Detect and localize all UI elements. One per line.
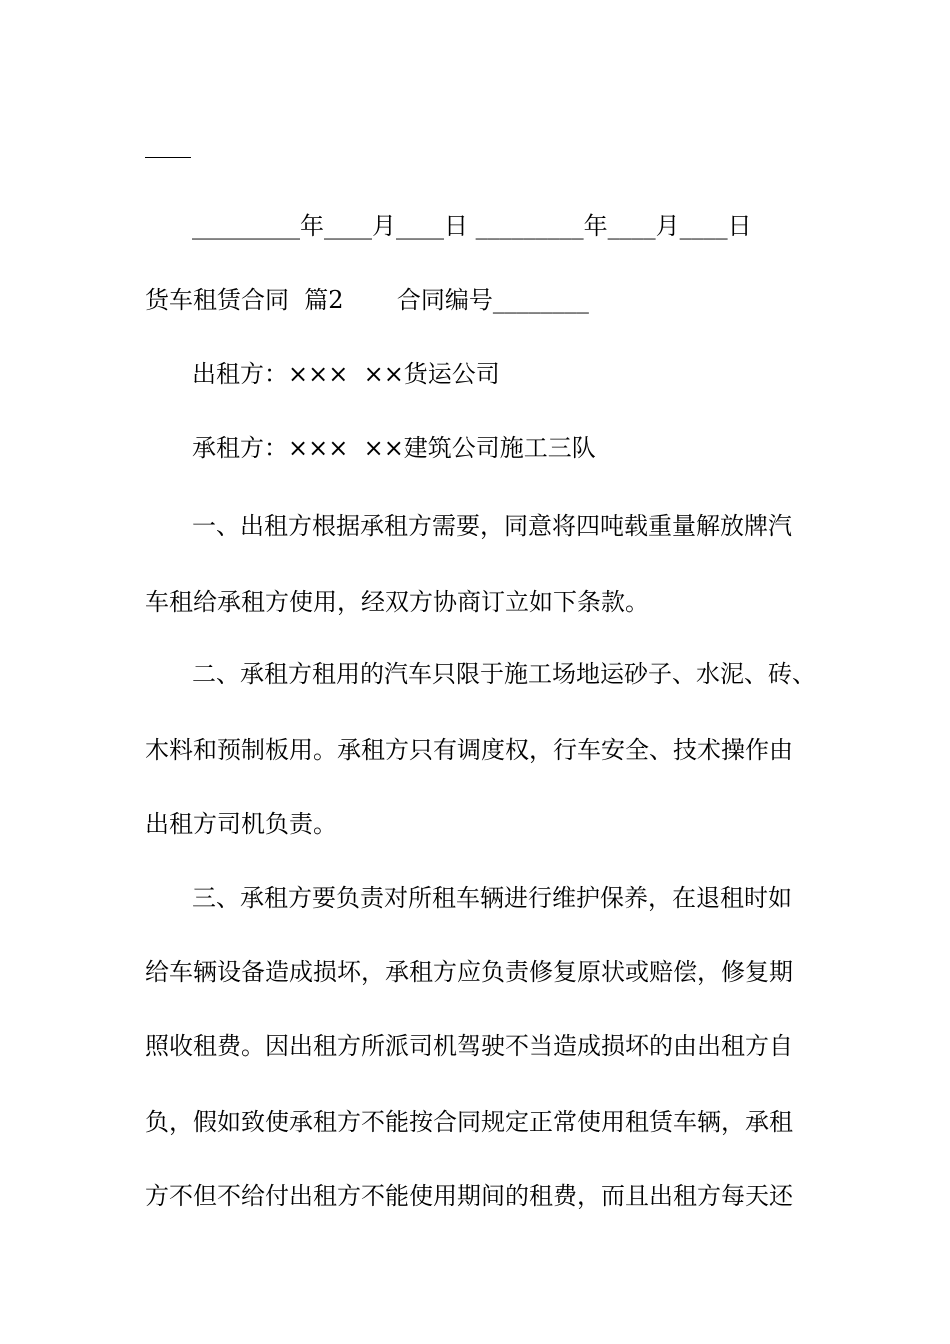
clause-3-line-2: 给车辆设备造成损坏，承租方应负责修复原状或赔偿，修复期 xyxy=(145,958,793,986)
lessor-line: 出租方：××× ××货运公司 xyxy=(192,360,500,388)
top-blank-rule xyxy=(145,157,191,158)
clause-2-line-2: 木料和预制板用。承租方只有调度权，行车安全、技术操作由 xyxy=(145,736,793,764)
clause-2-line-1: 二、承租方租用的汽车只限于施工场地运砂子、水泥、砖、 xyxy=(192,660,816,688)
clause-2-line-3: 出租方司机负责。 xyxy=(145,810,337,838)
lessee-line: 承租方：××× ××建筑公司施工三队 xyxy=(192,434,596,462)
clause-3-line-3: 照收租费。因出租方所派司机驾驶不当造成损坏的由出租方自 xyxy=(145,1032,793,1060)
clause-3-line-5: 方不但不给付出租方不能使用期间的租费，而且出租方每天还 xyxy=(145,1182,793,1210)
clause-3-line-1: 三、承租方要负责对所租车辆进行维护保养，在退租时如 xyxy=(192,884,792,912)
clause-3-line-4: 负，假如致使承租方不能按合同规定正常使用租赁车辆，承租 xyxy=(145,1108,793,1136)
clause-1-line-2: 车租给承租方使用，经双方协商订立如下条款。 xyxy=(145,588,649,616)
contract-title-line: 货车租赁合同 篇2 合同编号________ xyxy=(145,286,589,314)
clause-1-line-1: 一、出租方根据承租方需要，同意将四吨载重量解放牌汽 xyxy=(192,512,792,540)
signature-dates-line: _________年____月____日 _________年____月____日 xyxy=(192,212,752,240)
